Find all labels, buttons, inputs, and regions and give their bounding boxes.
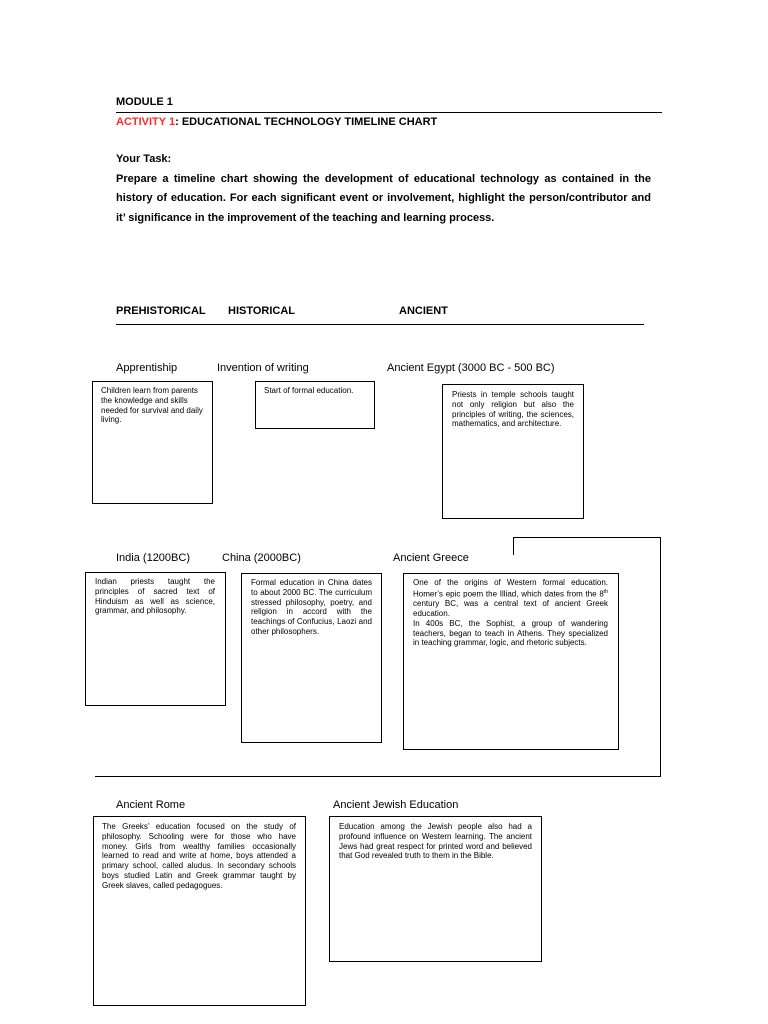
connector-vertical	[513, 537, 514, 555]
period-prehistorical: PREHISTORICAL	[116, 305, 206, 317]
module-title: MODULE 1	[116, 96, 173, 108]
frame-bottom	[95, 776, 661, 777]
task-body: Prepare a timeline chart showing the development of educational technology as contained in the history of education. For each significant event or involvement, highlight the person/contributor and it’ significance in the improvement of the teaching and learning process.	[116, 173, 651, 224]
heading-jewish: Ancient Jewish Education	[333, 799, 459, 811]
activity-label: ACTIVITY 1	[116, 116, 176, 128]
heading-egypt: Ancient Egypt (3000 BC - 500 BC)	[387, 362, 555, 374]
heading-greece: Ancient Greece	[393, 552, 469, 564]
heading-apprentiship: Apprentiship	[116, 362, 178, 374]
text-greece-sup: th	[603, 588, 608, 595]
task-label: Your Task:	[116, 153, 172, 165]
text-writing: Start of formal education.	[264, 386, 354, 395]
heading-rome: Ancient Rome	[116, 799, 186, 811]
text-greece-1b: century BC, was a central text of ancient Greek education.	[413, 599, 608, 619]
text-greece-2: In 400s BC, the Sophist, a group of wandering teachers, began to teach in Athens. They specialized in teaching grammar, logic, and rhetoric subjects.	[413, 618, 608, 648]
heading-china: China (2000BC)	[222, 552, 301, 564]
heading-india: India (1200BC)	[116, 552, 190, 564]
text-greece	[413, 578, 608, 648]
header-rule	[116, 112, 662, 113]
frame-right	[660, 537, 661, 777]
activity-heading: : EDUCATIONAL TECHNOLOGY TIMELINE CHART	[175, 116, 438, 128]
text-apprentiship: Children learn from parents the knowledge and skills needed for survival and daily living.	[101, 386, 203, 425]
text-greece-1a: One of the origins of Western formal education. Homer’s epic poem the Illiad, which dates from the 8	[413, 578, 608, 599]
activity-title	[116, 116, 437, 128]
text-india: Indian priests taught the principles of sacred text of Hinduism as well as science, grammar, and philosophy.	[95, 577, 215, 616]
heading-writing: Invention of writing	[217, 362, 309, 374]
frame-top	[513, 537, 661, 538]
text-egypt: Priests in temple schools taught not only religion but also the principles of writing, the sciences, mathematics, and architecture.	[452, 390, 574, 429]
text-china: Formal education in China dates to about 2000 BC. The curriculum stressed philosophy, poetry, and religion in accord with the teachings of Confucius, Laozi and other philosophers.	[251, 578, 372, 636]
period-rule	[116, 324, 644, 325]
text-rome: The Greeks’ education focused on the study of philosophy. Schooling were for those who have money. Girls from wealthy families occasionally learned to read and write at home, boys attended a primary school, called aludus. In secondary schools boys studied Latin and Greek grammar taught by Greek slaves, called pedagogues.	[102, 822, 296, 890]
text-jewish: Education among the Jewish people also had a profound influence on Western learning. The ancient Jews had great respect for printed word and believed that God revealed truth to them in the Bible.	[339, 822, 532, 861]
period-historical: HISTORICAL	[228, 305, 296, 317]
period-ancient: ANCIENT	[399, 305, 448, 317]
